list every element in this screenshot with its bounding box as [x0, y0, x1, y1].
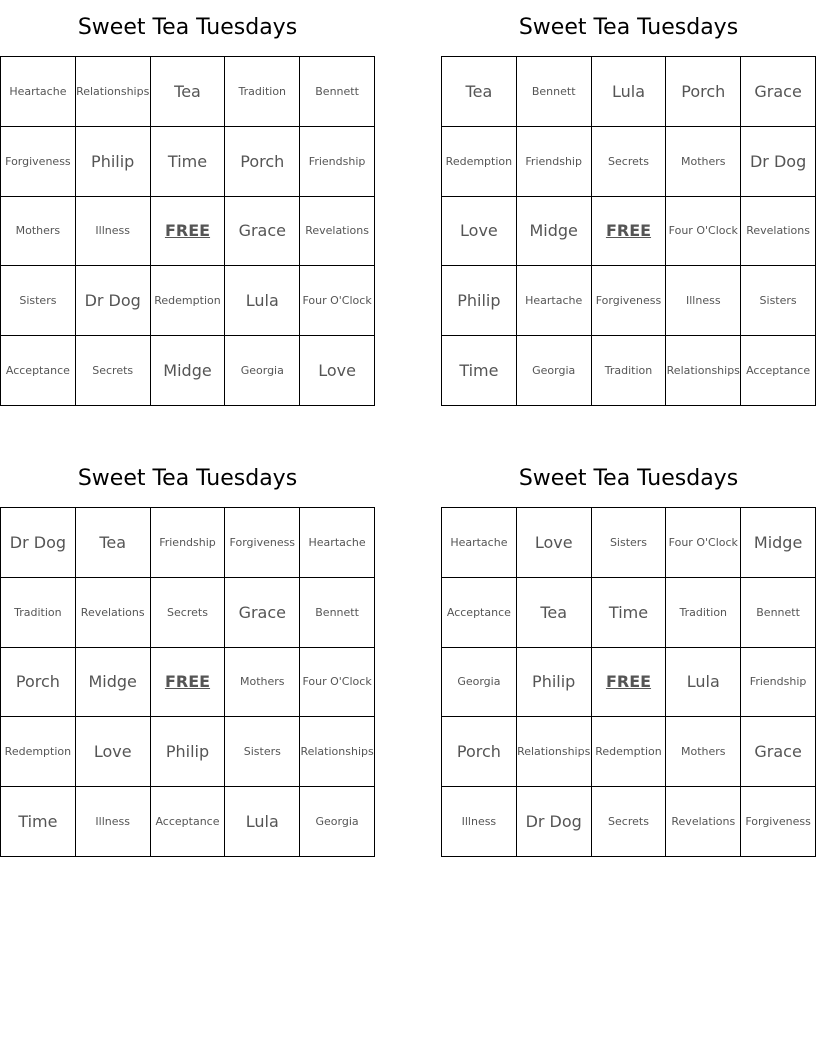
bingo-cell: Redemption: [1, 717, 76, 787]
bingo-cell: Midge: [516, 196, 591, 266]
bingo-cell: Forgiveness: [741, 787, 816, 857]
bingo-cell: Midge: [741, 508, 816, 578]
bingo-cell: Illness: [75, 196, 150, 266]
bingo-cell: Grace: [741, 57, 816, 127]
bingo-cell: Mothers: [666, 717, 741, 787]
card-title: Sweet Tea Tuesdays: [77, 15, 298, 40]
bingo-cell: Bennett: [300, 577, 375, 647]
bingo-cell: Midge: [150, 336, 225, 406]
free-space: FREE: [591, 647, 666, 717]
bingo-row: [1, 57, 375, 127]
bingo-cell: Lula: [225, 787, 300, 857]
bingo-cell: Love: [300, 336, 375, 406]
bingo-row: [1, 196, 375, 266]
bingo-cell: Tea: [150, 57, 225, 127]
bingo-cell: Tea: [75, 508, 150, 578]
bingo-grid: [441, 507, 816, 857]
bingo-cell: Redemption: [442, 126, 517, 196]
bingo-cell: Four O'Clock: [666, 196, 741, 266]
bingo-row: [442, 508, 816, 578]
bingo-cell: Love: [75, 717, 150, 787]
bingo-cell: Forgiveness: [1, 126, 76, 196]
bingo-row: [1, 508, 375, 578]
bingo-row: [442, 787, 816, 857]
free-space: FREE: [591, 196, 666, 266]
bingo-cell: Sisters: [225, 717, 300, 787]
free-space: FREE: [150, 196, 225, 266]
bingo-cell: Georgia: [225, 336, 300, 406]
bingo-cell: Four O'Clock: [300, 647, 375, 717]
card-title: Sweet Tea Tuesdays: [77, 466, 298, 491]
bingo-cell: Lula: [225, 266, 300, 336]
bingo-cell: Porch: [442, 717, 517, 787]
bingo-row: [442, 126, 816, 196]
bingo-row: [1, 647, 375, 717]
bingo-cell: Philip: [516, 647, 591, 717]
bingo-cell: Tradition: [1, 577, 76, 647]
bingo-row: [442, 717, 816, 787]
bingo-cell: Tea: [516, 577, 591, 647]
bingo-row: [442, 336, 816, 406]
bingo-cell: Illness: [666, 266, 741, 336]
bingo-cell: Bennett: [516, 57, 591, 127]
bingo-row: [1, 577, 375, 647]
bingo-card: [0, 451, 375, 857]
bingo-cell: Time: [591, 577, 666, 647]
bingo-cell: Friendship: [150, 508, 225, 578]
bingo-cell: Tradition: [225, 57, 300, 127]
bingo-row: [1, 336, 375, 406]
bingo-cell: Forgiveness: [591, 266, 666, 336]
bingo-row: [1, 787, 375, 857]
bingo-cell: Philip: [150, 717, 225, 787]
bingo-cell: Friendship: [741, 647, 816, 717]
bingo-cell: Dr Dog: [741, 126, 816, 196]
bingo-cell: Mothers: [225, 647, 300, 717]
bingo-cell: Secrets: [591, 126, 666, 196]
bingo-cell: Relationships: [300, 717, 375, 787]
bingo-cell: Redemption: [150, 266, 225, 336]
bingo-cell: Porch: [225, 126, 300, 196]
bingo-cell: Heartache: [1, 57, 76, 127]
bingo-cell: Heartache: [442, 508, 517, 578]
bingo-cell: Illness: [75, 787, 150, 857]
bingo-row: [442, 266, 816, 336]
bingo-cell: Tradition: [666, 577, 741, 647]
bingo-cell: Philip: [442, 266, 517, 336]
bingo-cell: Secrets: [591, 787, 666, 857]
bingo-card: [0, 0, 375, 406]
bingo-cell: Four O'Clock: [300, 266, 375, 336]
card-title: Sweet Tea Tuesdays: [518, 15, 739, 40]
bingo-cell: Time: [1, 787, 76, 857]
bingo-cell: Acceptance: [1, 336, 76, 406]
bingo-cell: Relationships: [75, 57, 150, 127]
bingo-cell: Lula: [666, 647, 741, 717]
bingo-cell: Friendship: [516, 126, 591, 196]
bingo-cell: Relationships: [516, 717, 591, 787]
bingo-row: [1, 126, 375, 196]
bingo-grid: [441, 56, 816, 406]
bingo-cell: Secrets: [150, 577, 225, 647]
bingo-row: [442, 647, 816, 717]
bingo-cell: Heartache: [516, 266, 591, 336]
bingo-cell: Mothers: [1, 196, 76, 266]
bingo-cell: Dr Dog: [75, 266, 150, 336]
bingo-cell: Georgia: [516, 336, 591, 406]
card-title: Sweet Tea Tuesdays: [518, 466, 739, 491]
bingo-cell: Revelations: [300, 196, 375, 266]
bingo-cell: Grace: [225, 196, 300, 266]
bingo-cell: Forgiveness: [225, 508, 300, 578]
bingo-cell: Lula: [591, 57, 666, 127]
bingo-row: [442, 577, 816, 647]
bingo-cell: Revelations: [741, 196, 816, 266]
bingo-cell: Porch: [666, 57, 741, 127]
bingo-row: [1, 717, 375, 787]
bingo-cell: Revelations: [75, 577, 150, 647]
bingo-card: [441, 0, 816, 406]
bingo-cell: Sisters: [591, 508, 666, 578]
bingo-cell: Grace: [225, 577, 300, 647]
bingo-cell: Sisters: [1, 266, 76, 336]
bingo-cell: Acceptance: [741, 336, 816, 406]
bingo-cell: Sisters: [741, 266, 816, 336]
bingo-cell: Georgia: [442, 647, 517, 717]
bingo-cell: Philip: [75, 126, 150, 196]
bingo-cell: Time: [442, 336, 517, 406]
bingo-row: [442, 196, 816, 266]
bingo-cell: Grace: [741, 717, 816, 787]
bingo-cell: Acceptance: [150, 787, 225, 857]
bingo-cell: Love: [516, 508, 591, 578]
bingo-cell: Illness: [442, 787, 517, 857]
bingo-cell: Friendship: [300, 126, 375, 196]
bingo-grid: [0, 507, 375, 857]
bingo-cell: Georgia: [300, 787, 375, 857]
free-space: FREE: [150, 647, 225, 717]
bingo-cell: Mothers: [666, 126, 741, 196]
bingo-cell: Dr Dog: [1, 508, 76, 578]
bingo-row: [1, 266, 375, 336]
bingo-cell: Heartache: [300, 508, 375, 578]
bingo-card: [441, 451, 816, 857]
bingo-cell: Secrets: [75, 336, 150, 406]
bingo-grid: [0, 56, 375, 406]
bingo-cell: Porch: [1, 647, 76, 717]
bingo-cell: Redemption: [591, 717, 666, 787]
bingo-cell: Revelations: [666, 787, 741, 857]
bingo-cell: Acceptance: [442, 577, 517, 647]
bingo-cell: Bennett: [300, 57, 375, 127]
bingo-cell: Relationships: [666, 336, 741, 406]
bingo-cell: Time: [150, 126, 225, 196]
bingo-cell: Love: [442, 196, 517, 266]
bingo-cell: Midge: [75, 647, 150, 717]
bingo-cell: Bennett: [741, 577, 816, 647]
bingo-cell: Tradition: [591, 336, 666, 406]
bingo-cell: Dr Dog: [516, 787, 591, 857]
bingo-cell: Four O'Clock: [666, 508, 741, 578]
bingo-cell: Tea: [442, 57, 517, 127]
bingo-row: [442, 57, 816, 127]
